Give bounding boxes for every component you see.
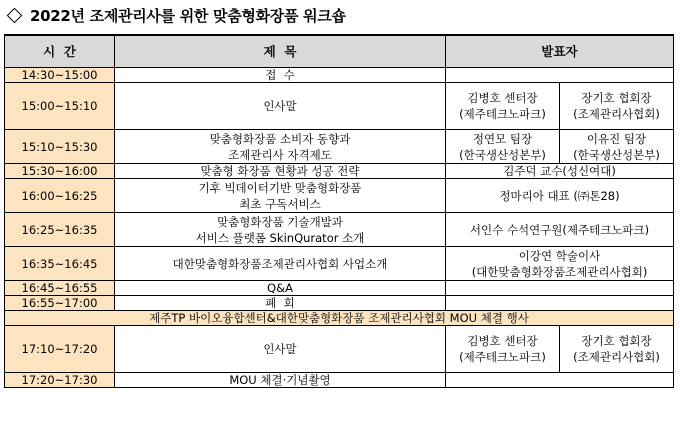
presenter-name: 이유진 팀장 (586, 131, 647, 146)
table-row (5, 68, 674, 83)
presenter-name: 장기호 협회장 (581, 91, 652, 105)
presenter-cell (560, 326, 674, 373)
presenter-cell: 김주덕 교수(성신여대) (446, 164, 674, 179)
table-row (5, 83, 674, 130)
table-header-row (5, 35, 674, 68)
presenter-affiliation: (한국생산성본부) (573, 147, 660, 162)
subject-cell: 맞춤형 화장품 현황과 성공 전략 (115, 164, 446, 179)
presenter-cell (446, 373, 674, 388)
presenter-cell (446, 281, 674, 296)
time-cell: 15:30~16:00 (5, 164, 115, 179)
page-title (4, 2, 346, 28)
header-time: 시 간 (5, 35, 115, 68)
event-cell: 제주TP 바이오융합센터&대한맞춤형화장품 조제관리사협회 MOU 체결 행사 (5, 311, 674, 326)
presenter-name: 김병호 센터장 (467, 91, 538, 105)
subject-cell: Q&A (115, 281, 446, 296)
presenter-cell (560, 83, 674, 130)
subject-cell (115, 130, 446, 164)
table-row (5, 179, 674, 213)
header-subject: 제 목 (115, 35, 446, 68)
table-row (5, 130, 674, 164)
event-row (5, 311, 674, 326)
presenter-name: 정연모 팀장 (472, 131, 533, 146)
presenter-cell (446, 83, 560, 130)
table-row (5, 326, 674, 373)
page-title-text: 2022년 조제관리사를 위한 맞춤형화장품 워크숍 (30, 6, 346, 25)
subject-cell: 대한맞춤형화장품조제관리사협회 사업소개 (115, 247, 446, 281)
presenter-cell: 서인수 수석연구원(제주테크노파크) (446, 213, 674, 247)
header-presenter: 발표자 (446, 35, 674, 68)
presenter-cell (446, 326, 560, 373)
time-cell: 16:55~17:00 (5, 296, 115, 311)
subject-cell: 접 수 (115, 68, 446, 83)
presenter-cell (446, 247, 674, 281)
subject-line: 최초 구독서비스 (239, 196, 321, 211)
diamond-bullet-icon (7, 7, 23, 23)
table-row (5, 164, 674, 179)
presenter-affiliation: (조제관리사협회) (573, 350, 660, 364)
subject-line: 맞춤형화장품 소비자 동향과 (209, 131, 351, 146)
subject-cell (115, 179, 446, 213)
presenter-cell (446, 68, 674, 83)
table-row (5, 296, 674, 311)
presenter-affiliation: (대한맞춤형화장품조제관리사협회) (471, 264, 648, 279)
time-cell: 16:00~16:25 (5, 179, 115, 213)
table-row (5, 281, 674, 296)
table-row (5, 213, 674, 247)
subject-cell: 폐 회 (115, 296, 446, 311)
time-cell: 16:35~16:45 (5, 247, 115, 281)
subject-line: 서비스 플랫폼 SkinQurator 소개 (195, 230, 365, 245)
presenter-cell (446, 296, 674, 311)
presenter-affiliation: (제주테크노파크) (459, 107, 546, 121)
subject-cell: 인사말 (115, 326, 446, 373)
subject-line: 맞춤형화장품 기술개발과 (217, 214, 343, 229)
presenter-affiliation: (제주테크노파크) (459, 350, 546, 364)
presenter-name: 이강연 학술이사 (518, 248, 601, 263)
time-cell: 15:10~15:30 (5, 130, 115, 164)
subject-cell: MOU 체결·기념촬영 (115, 373, 446, 388)
subject-line: 기후 빅데이터기반 맞춤형화장품 (198, 180, 362, 195)
time-cell: 17:10~17:20 (5, 326, 115, 373)
presenter-name: 김병호 센터장 (467, 334, 538, 348)
table-row (5, 373, 674, 388)
schedule-table (4, 34, 674, 388)
time-cell: 14:30~15:00 (5, 68, 115, 83)
time-cell: 15:00~15:10 (5, 83, 115, 130)
presenter-cell: 정마리아 대표 (㈜톤28) (446, 179, 674, 213)
table-row (5, 247, 674, 281)
subject-cell (115, 213, 446, 247)
presenter-name: 장기호 협회장 (581, 334, 652, 348)
presenter-affiliation: (한국생산성본부) (459, 147, 546, 162)
subject-cell: 인사말 (115, 83, 446, 130)
presenter-cell (560, 130, 674, 164)
presenter-cell (446, 130, 560, 164)
time-cell: 17:20~17:30 (5, 373, 115, 388)
presenter-affiliation: (조제관리사협회) (573, 107, 660, 121)
time-cell: 16:45~16:55 (5, 281, 115, 296)
subject-line: 조제관리사 자격제도 (228, 147, 332, 162)
time-cell: 16:25~16:35 (5, 213, 115, 247)
